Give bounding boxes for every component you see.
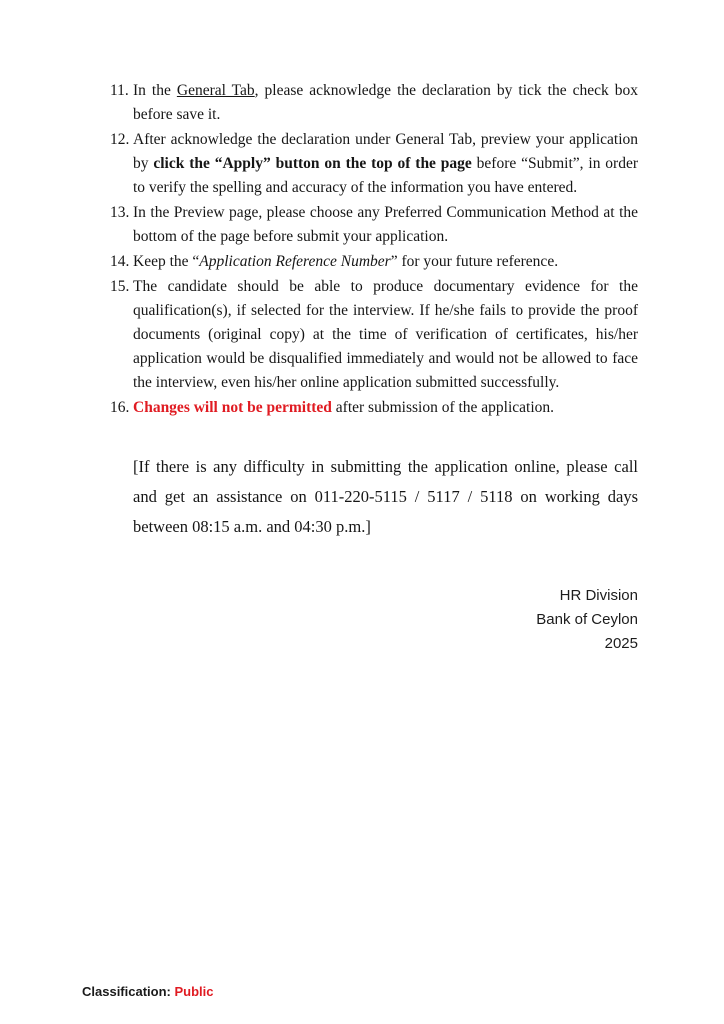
signature-line: 2025: [604, 635, 638, 652]
item-text: In the General Tab, please acknowledge the declaration by tick the check box before save it.: [133, 82, 638, 123]
footer-classification: [82, 984, 214, 999]
assistance-note: [If there is any difficulty in submitting the application online, please call and get an assistance on 011-220-5115 / 5117 / 5118 on working days between 08:15 a.m. and 04:30 p.m.]: [133, 457, 638, 536]
signature-block: [110, 584, 638, 656]
item-text: In the Preview page, please choose any Preferred Communication Method at the bottom of the page before submit your application.: [133, 204, 638, 245]
item-text: The candidate should be able to produce documentary evidence for the qualification(s), if selected for the interview. If he/she fails to provide the proof documents (original copy) at the time of verification of certificates, his/her application would be disqualified immediately and would not be allowed to face the interview, even his/her online application submitted successfully.: [133, 278, 638, 391]
item-number: 12.: [110, 131, 130, 148]
list-item: [110, 250, 638, 274]
item-text: After acknowledge the declaration under General Tab, preview your application by click the “Apply” button on the top of the page before “Submit”, in order to verify the spelling and accuracy of the information you have entered.: [133, 131, 639, 196]
list-item: [110, 79, 638, 127]
footer-classification-value: Public: [174, 984, 214, 999]
item-number: 16.: [110, 399, 130, 416]
item-number: 11.: [110, 82, 129, 99]
item-number: 14.: [110, 253, 130, 270]
list-item: [110, 275, 638, 395]
footer-classification-label: Classification:: [82, 984, 171, 999]
list-item: [110, 396, 638, 420]
signature-line: Bank of Ceylon: [536, 611, 638, 628]
item-number: 15.: [110, 278, 130, 295]
item-text: Keep the “Application Reference Number” for your future reference.: [133, 253, 559, 270]
list-item: [110, 201, 638, 249]
list-item: [110, 128, 638, 200]
instruction-list: [110, 79, 638, 420]
page-content: [110, 79, 638, 656]
item-number: 13.: [110, 204, 130, 221]
item-text: Changes will not be permitted after submission of the application.: [133, 399, 555, 416]
signature-line: HR Division: [559, 587, 638, 604]
